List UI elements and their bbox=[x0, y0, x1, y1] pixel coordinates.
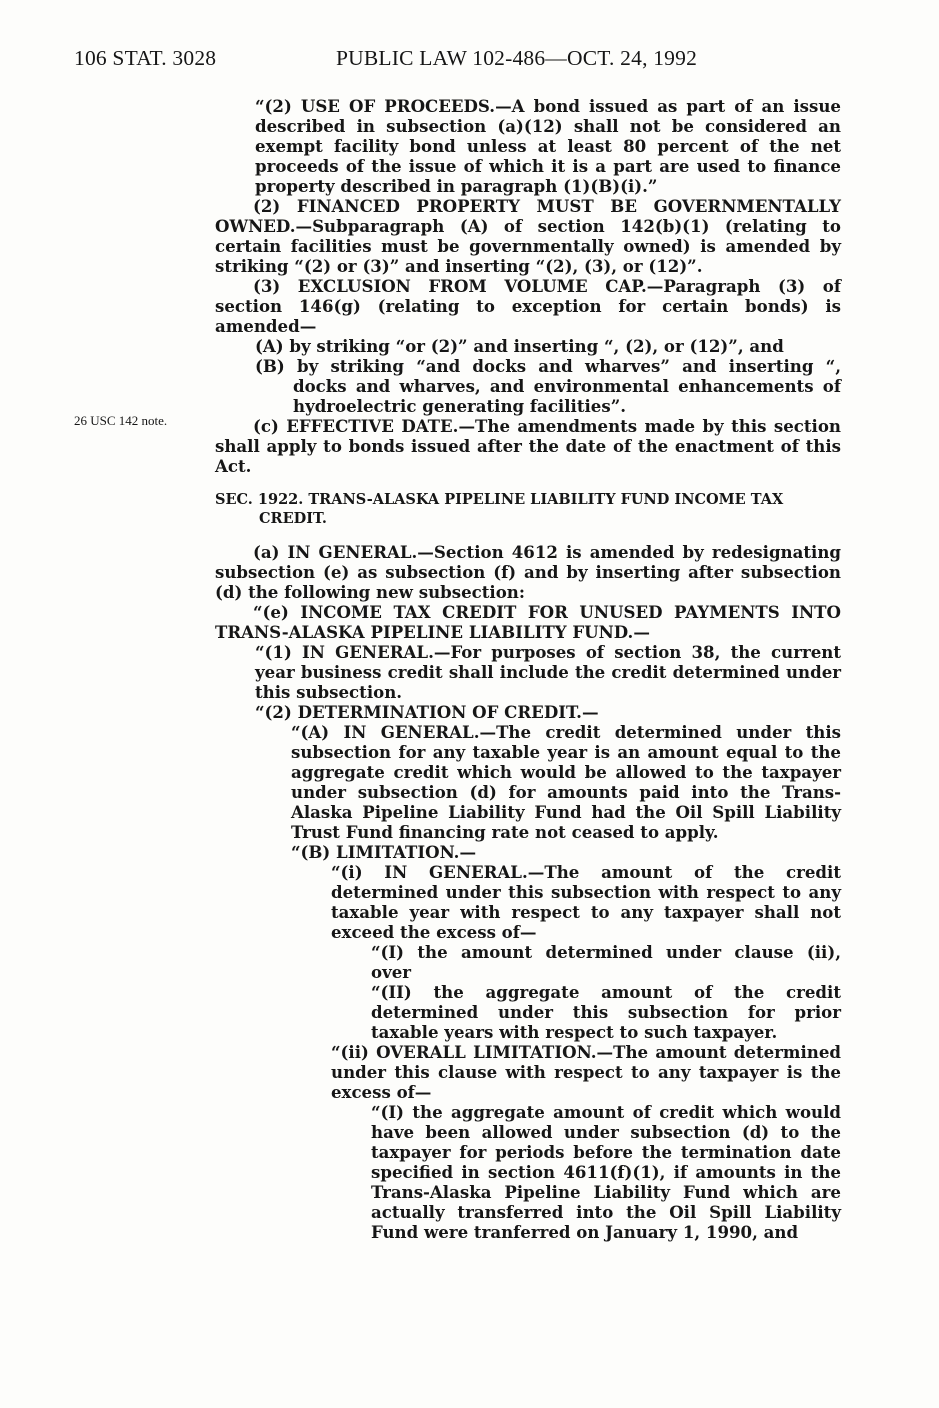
document-body bbox=[215, 96, 841, 1242]
margin-note: 26 USC 142 note. bbox=[74, 413, 168, 428]
paragraph-subclause-ii-1: “(II) the aggregate amount of the credit determined under this subsection for prior taxable years with respect to such taxpayer. bbox=[371, 982, 841, 1042]
paragraph-subpara-a: (A) by striking “or (2)” and inserting “, (2), or (12)”, and bbox=[255, 336, 784, 356]
paragraph-effective-date: (c) EFFECTIVE DATE.—The amendments made by this section shall apply to bonds issued after the date of the enactment of this Act. bbox=[215, 416, 841, 476]
paragraph-1-in-general: “(1) IN GENERAL.—For purposes of section 38, the current year business credit shall include the credit determined under this subsection. bbox=[255, 642, 841, 702]
paragraph-clause-i: “(i) IN GENERAL.—The amount of the credit determined under this subsection with respect to any taxable year with respect to any taxpayer shall not exceed the excess of— bbox=[331, 862, 841, 942]
paragraph-2a-in-general: “(A) IN GENERAL.—The credit determined under this subsection for any taxable year is an amount equal to the aggregate credit which would be allowed to the taxpayer under subsection (d) for amounts paid into the Trans-Alaska Pipeline Liability Fund had the Oil Spill Liability Trust Fund financing rate not ceased to apply. bbox=[291, 722, 841, 842]
paragraph-clause-ii: “(ii) OVERALL LIMITATION.—The amount determined under this clause with respect to any taxpayer is the excess of— bbox=[331, 1042, 841, 1102]
paragraph-use-of-proceeds: “(2) USE OF PROCEEDS.—A bond issued as part of an issue described in subsection (a)(12) shall not be considered an exempt facility bond unless at least 80 percent of the net proceeds of the issue of which it is a part are used to finance property described in paragraph (1)(B)(i).” bbox=[255, 96, 841, 196]
paragraph-financed-property: (2) FINANCED PROPERTY MUST BE GOVERNMENTALLY OWNED.—Subparagraph (A) of section 142(b)(1) (relating to certain facilities must be governmentally owned) is amended by striking “(2) or (3)” and inserting “(2), (3), or (12)”. bbox=[215, 196, 841, 276]
paragraph-in-general-a: (a) IN GENERAL.—Section 4612 is amended by redesignating subsection (e) as subsection (f) and by inserting after subsection (d) the following new subsection: bbox=[215, 542, 841, 602]
stat-page-number: 106 STAT. 3028 bbox=[74, 46, 217, 70]
section-heading-1922: SEC. 1922. TRANS-ALASKA PIPELINE LIABILITY FUND INCOME TAX CREDIT. bbox=[215, 491, 784, 527]
paragraph-exclusion-volume-cap: (3) EXCLUSION FROM VOLUME CAP.—Paragraph (3) of section 146(g) (relating to exception for certain bonds) is amended— bbox=[215, 276, 841, 336]
page-header bbox=[74, 46, 879, 80]
paragraph-2b-limitation: “(B) LIMITATION.— bbox=[291, 842, 477, 862]
paragraph-subsection-e-heading: “(e) INCOME TAX CREDIT FOR UNUSED PAYMENTS INTO TRANS-ALASKA PIPELINE LIABILITY FUND.— bbox=[215, 602, 841, 642]
paragraph-subpara-b: (B) by striking “and docks and wharves” and inserting “, docks and wharves, and environmental enhancements of hydroelectric generating facilities”. bbox=[255, 356, 841, 416]
paragraph-2-determination: “(2) DETERMINATION OF CREDIT.— bbox=[255, 702, 599, 722]
public-law-title: PUBLIC LAW 102-486—OCT. 24, 1992 bbox=[336, 46, 698, 70]
paragraph-subclause-i-2: “(I) the aggregate amount of credit which would have been allowed under subsection (d) to the taxpayer for periods before the termination date specified in section 4611(f)(1), if amounts in the Trans-Alaska Pipeline Liability Fund which are actually transferred into the Oil Spill Liability Fund were tranferred on January 1, 1990, and bbox=[371, 1102, 841, 1242]
paragraph-subclause-i-1: “(I) the amount determined under clause (ii), over bbox=[371, 942, 841, 982]
